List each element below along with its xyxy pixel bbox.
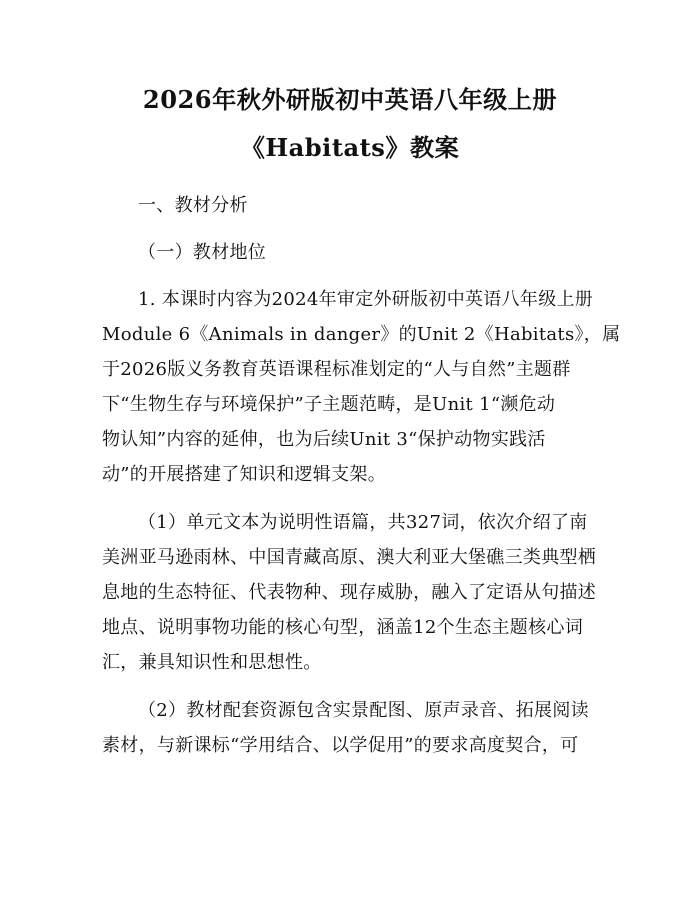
- paragraph-line: 物认知”内容的延伸，也为后续Unit 3“保护动物实践活: [102, 429, 546, 450]
- document-title-line-2: 《Habitats》教案: [240, 133, 460, 162]
- paragraph-line: 地点、说明事物功能的核心句型，涵盖12个生态主题核心词: [102, 617, 584, 638]
- paragraph-line: 素材，与新课标“学用结合、以学促用”的要求高度契合，可: [102, 735, 579, 756]
- paragraph-line: 息地的生态特征、代表物种、现存威胁，融入了定语从句描述: [102, 582, 597, 603]
- paragraph-line: 动”的开展搭建了知识和逻辑支架。: [102, 464, 387, 485]
- paragraph-line: 美洲亚马逊雨林、中国青藏高原、澳大利亚大堡礁三类典型栖: [102, 547, 597, 568]
- paragraph-line: 下“生物生存与环境保护”子主题范畴，是Unit 1“濒危动: [102, 394, 556, 415]
- document-title-line-1: 2026年秋外研版初中英语八年级上册: [142, 85, 558, 114]
- paragraph-line: 于2026版义务教育英语课程标准划定的“人与自然”主题群: [102, 359, 571, 380]
- subsection-heading: （一）教材地位: [138, 242, 267, 263]
- section-heading: 一、教材分析: [138, 195, 248, 216]
- paragraph-line: Module 6《Animals in danger》的Unit 2《Habitats》，属: [102, 324, 621, 345]
- paragraph-line: 汇，兼具知识性和思想性。: [102, 652, 322, 673]
- paragraph-line: 1. 本课时内容为2024年审定外研版初中英语八年级上册: [138, 289, 594, 310]
- paragraph-line: （1）单元文本为说明性语篇，共327词，依次介绍了南: [138, 512, 588, 533]
- paragraph-line: （2）教材配套资源包含实景配图、原声录音、拓展阅读: [138, 700, 589, 721]
